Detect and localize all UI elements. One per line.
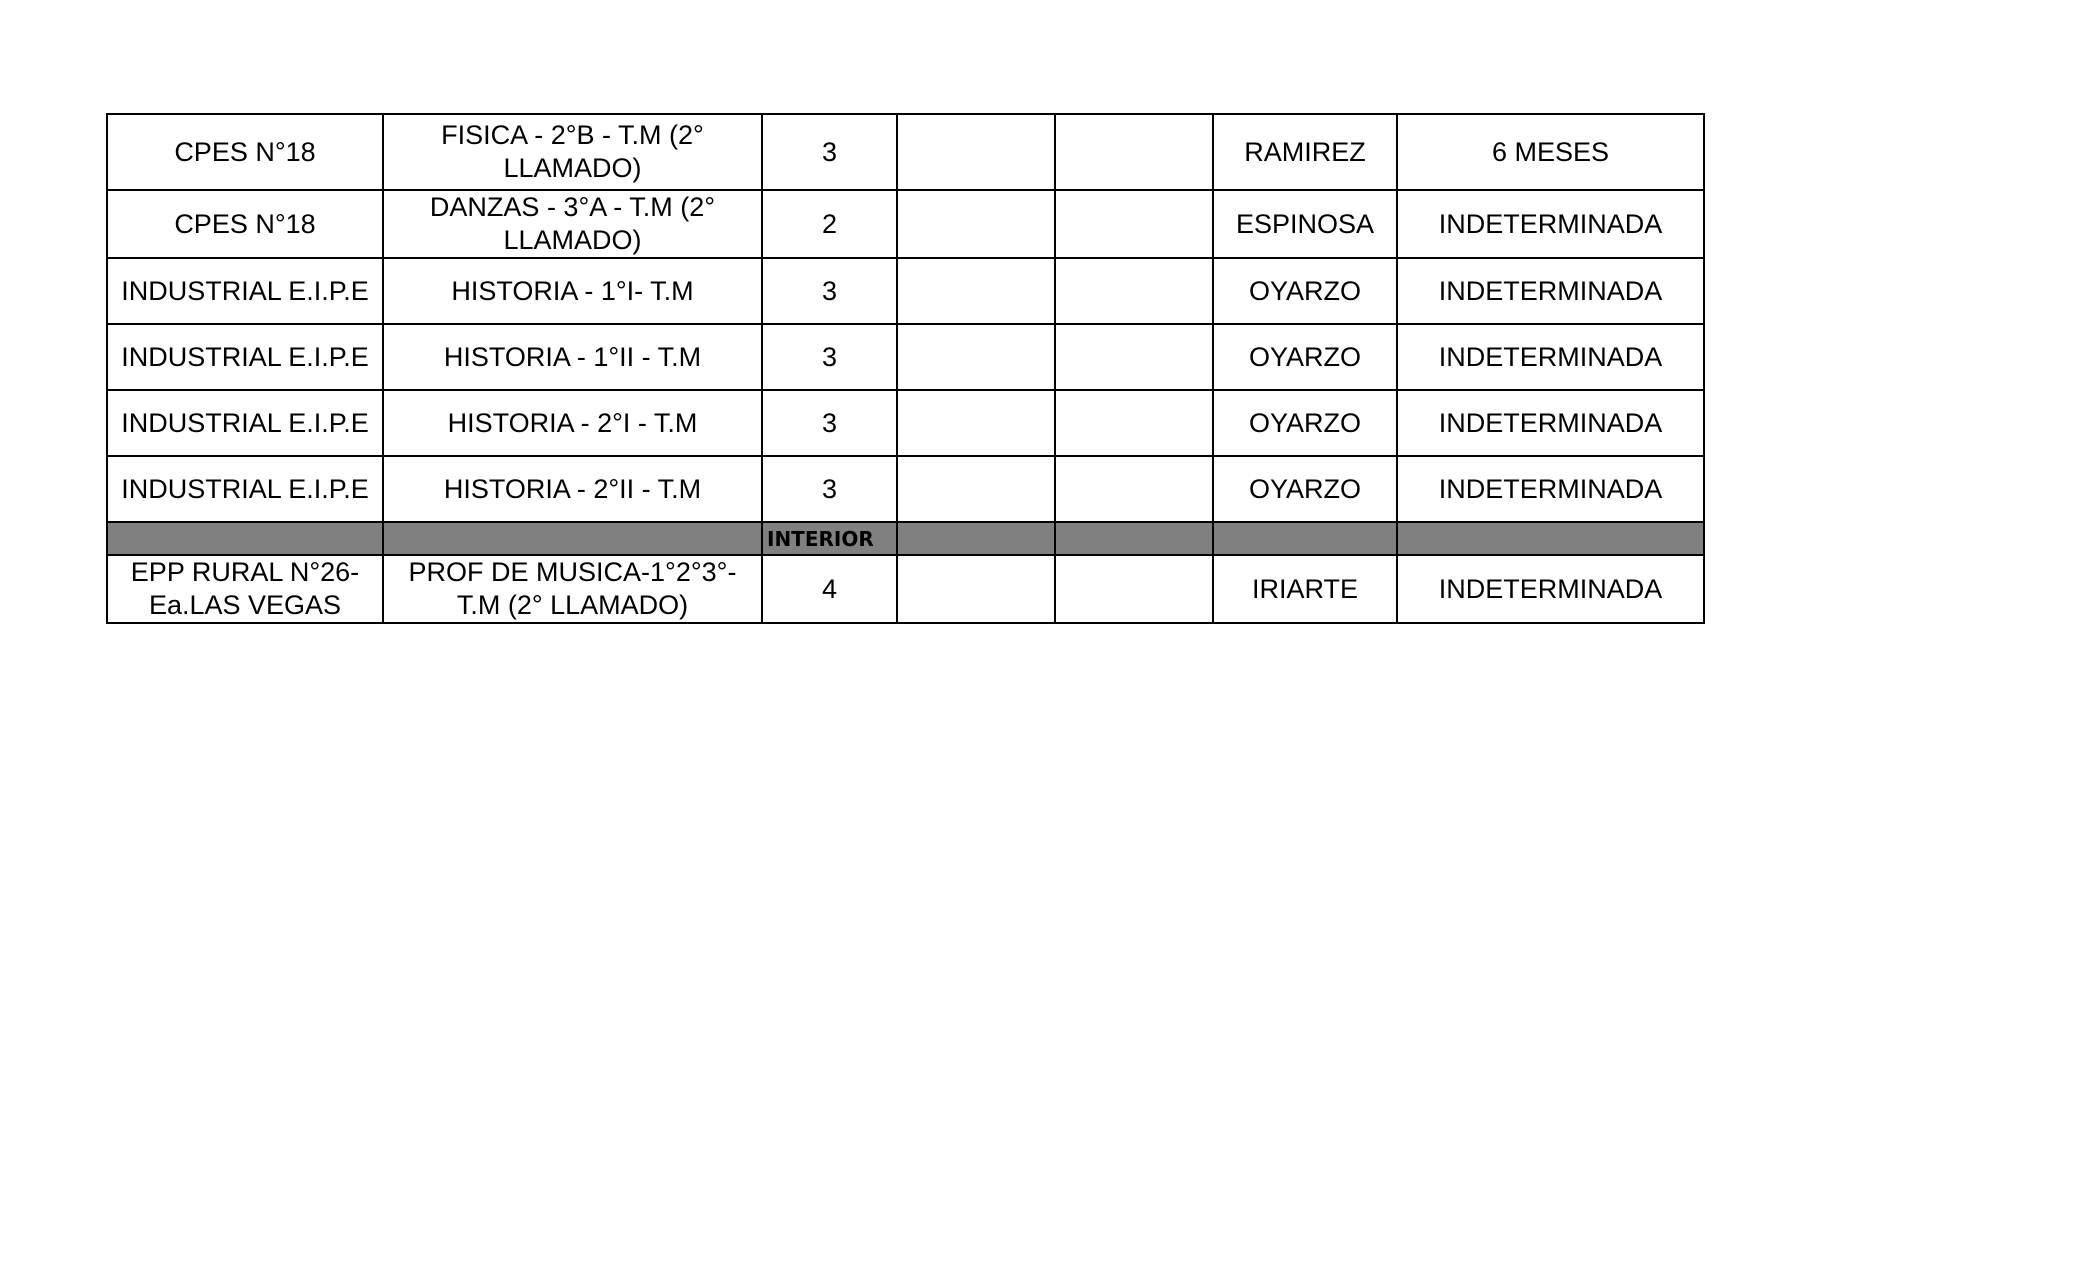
section-cell [1397,522,1704,555]
duration-cell: INDETERMINADA [1397,190,1704,258]
name-cell: RAMIREZ [1213,114,1397,190]
table-row [107,324,1704,390]
hours-cell: 3 [762,258,897,324]
table-row [107,555,1704,623]
table-row [107,190,1704,258]
section-cell [1213,522,1397,555]
table-row [107,258,1704,324]
hours-cell: 3 [762,114,897,190]
subject-cell: HISTORIA - 1°II - T.M [383,324,762,390]
empty-cell [1055,324,1213,390]
section-label: INTERIOR [767,526,874,551]
school-cell: INDUSTRIAL E.I.P.E [107,324,383,390]
empty-cell [1055,555,1213,623]
section-cell [107,522,383,555]
duration-cell: INDETERMINADA [1397,390,1704,456]
school-cell: INDUSTRIAL E.I.P.E [107,258,383,324]
vacancy-table [106,113,1705,624]
hours-cell: 3 [762,456,897,522]
section-cell [762,522,897,555]
empty-cell [1055,390,1213,456]
section-header-row [107,522,1704,555]
empty-cell [1055,190,1213,258]
section-cell [383,522,762,555]
name-cell: OYARZO [1213,390,1397,456]
empty-cell [897,390,1055,456]
subject-cell: PROF DE MUSICA-1°2°3°- T.M (2° LLAMADO) [383,555,762,623]
empty-cell [897,456,1055,522]
subject-cell: DANZAS - 3°A - T.M (2° LLAMADO) [383,190,762,258]
duration-cell: INDETERMINADA [1397,456,1704,522]
name-cell: OYARZO [1213,258,1397,324]
duration-cell: INDETERMINADA [1397,324,1704,390]
subject-cell: HISTORIA - 1°I- T.M [383,258,762,324]
empty-cell [1055,456,1213,522]
empty-cell [1055,114,1213,190]
table-row [107,390,1704,456]
duration-cell: 6 MESES [1397,114,1704,190]
table-row [107,114,1704,190]
school-cell: INDUSTRIAL E.I.P.E [107,456,383,522]
hours-cell: 3 [762,390,897,456]
hours-cell: 3 [762,324,897,390]
school-cell: INDUSTRIAL E.I.P.E [107,390,383,456]
hours-cell: 4 [762,555,897,623]
subject-cell: FISICA - 2°B - T.M (2° LLAMADO) [383,114,762,190]
empty-cell [897,258,1055,324]
empty-cell [897,324,1055,390]
name-cell: IRIARTE [1213,555,1397,623]
name-cell: OYARZO [1213,456,1397,522]
school-cell: CPES N°18 [107,114,383,190]
name-cell: ESPINOSA [1213,190,1397,258]
hours-cell: 2 [762,190,897,258]
duration-cell: INDETERMINADA [1397,258,1704,324]
section-cell [1055,522,1213,555]
name-cell: OYARZO [1213,324,1397,390]
empty-cell [897,555,1055,623]
school-cell: CPES N°18 [107,190,383,258]
empty-cell [897,114,1055,190]
empty-cell [897,190,1055,258]
school-cell: EPP RURAL N°26- Ea.LAS VEGAS [107,555,383,623]
duration-cell: INDETERMINADA [1397,555,1704,623]
section-cell [897,522,1055,555]
table-row [107,456,1704,522]
subject-cell: HISTORIA - 2°I - T.M [383,390,762,456]
empty-cell [1055,258,1213,324]
subject-cell: HISTORIA - 2°II - T.M [383,456,762,522]
